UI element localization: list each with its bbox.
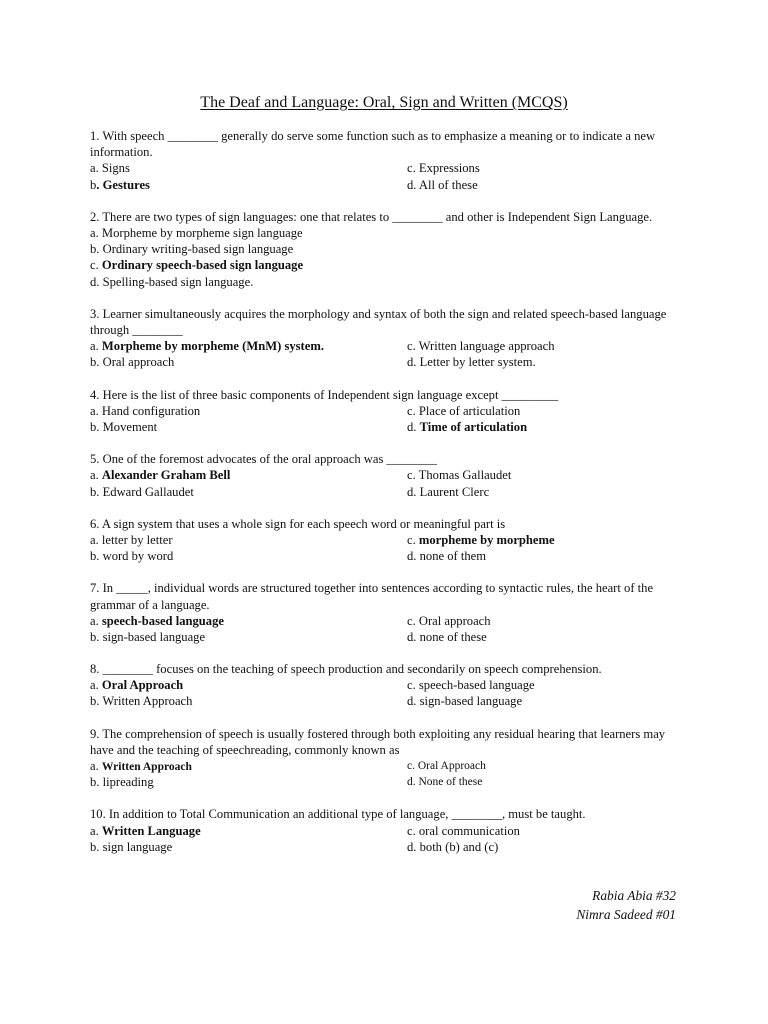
question-9	[90, 726, 690, 791]
option-prefix: a.	[90, 678, 102, 693]
option-prefix: b	[90, 177, 97, 192]
option-b: b. Written Approach	[90, 694, 193, 709]
option-a-answer: Oral Approach	[101, 678, 184, 693]
option-a	[90, 758, 407, 775]
question-text: 5. One of the foremost advocates of the oral approach was ________	[90, 452, 437, 467]
options	[90, 338, 690, 370]
option-prefix: a.	[90, 339, 102, 354]
option-d: d. All of these	[407, 177, 478, 192]
option-c: c. speech-based language	[407, 678, 535, 693]
question-text: 2. There are two types of sign languages: one that relates to ________ and other is Independent Sign Language.	[90, 209, 653, 224]
question-text: 8. ________ focuses on the teaching of speech production and secondarily on speech comprehension.	[90, 662, 602, 677]
option-a	[90, 823, 407, 839]
option-b: b. Movement	[90, 419, 158, 434]
options	[90, 677, 690, 709]
options	[90, 613, 690, 645]
option-d: d. Spelling-based sign language.	[90, 274, 254, 289]
option-a	[90, 677, 407, 693]
option-d: d. both (b) and (c)	[407, 839, 499, 854]
question-1	[90, 128, 690, 193]
option-a	[90, 613, 407, 629]
option-a: a. Hand configuration	[90, 403, 201, 418]
question-text: 7. In _____, individual words are structured together into sentences according to syntactic rules, the heart of the grammar of a language.	[90, 581, 654, 612]
options	[90, 403, 690, 435]
option-a-answer: Written Language	[101, 823, 201, 838]
option-c: c. Written language approach	[407, 339, 555, 354]
option-b: b. Ordinary writing-based sign language	[90, 242, 294, 257]
options	[90, 758, 690, 790]
option-b: b. Edward Gallaudet	[90, 484, 194, 499]
options	[90, 532, 690, 564]
option-b: b. sign-based language	[90, 629, 206, 644]
option-c-answer: morpheme by morpheme	[418, 532, 555, 547]
question-text: 10. In addition to Total Communication an additional type of language, ________, must be taught.	[90, 807, 586, 822]
option-a-answer: Written Approach	[101, 761, 192, 774]
question-7	[90, 580, 690, 645]
option-b: b. word by word	[90, 549, 174, 564]
option-c: c. Oral approach	[407, 613, 491, 628]
option-d: d. Laurent Clerc	[407, 484, 490, 499]
author-signature-2: Nimra Sadeed #01	[576, 907, 676, 922]
option-d: d. none of these	[407, 629, 487, 644]
option-a: a. Morpheme by morpheme sign language	[90, 225, 303, 240]
option-d: d. None of these	[407, 776, 483, 789]
page-title: The Deaf and Language: Oral, Sign and Written (MCQS)	[200, 94, 568, 111]
question-text: 1. With speech ________ generally do serve some function such as to emphasize a meaning or to indicate a new information.	[90, 129, 656, 160]
question-list	[90, 128, 690, 871]
option-d	[407, 419, 690, 435]
option-a-answer: speech-based language	[101, 613, 224, 628]
option-a: a. Signs	[90, 161, 130, 176]
option-a-answer: Morpheme by morpheme (MnM) system.	[101, 339, 324, 354]
question-text: 4. Here is the list of three basic components of Independent sign language except _________	[90, 387, 559, 402]
option-d: d. sign-based language	[407, 694, 523, 709]
option-c: c. Thomas Gallaudet	[407, 468, 512, 483]
option-b: b. lipreading	[90, 775, 154, 790]
option-prefix: c.	[90, 258, 102, 273]
option-d-answer: Time of articulation	[419, 419, 528, 434]
option-prefix: a.	[90, 759, 102, 774]
option-prefix: a.	[90, 823, 102, 838]
option-a-answer: Alexander Graham Bell	[101, 468, 231, 483]
options	[90, 160, 690, 192]
options	[90, 467, 690, 499]
option-prefix: a.	[90, 613, 102, 628]
question-text: 3. Learner simultaneously acquires the morphology and syntax of both the sign and related speech-based language through ________	[90, 306, 667, 337]
option-c	[90, 257, 690, 273]
option-d: d. Letter by letter system.	[407, 355, 536, 370]
option-c-answer: Ordinary speech-based sign language	[101, 258, 304, 273]
question-text: 9. The comprehension of speech is usually fostered through both exploiting any residual hearing that learners may have and the teaching of speechreading, commonly known as	[90, 726, 666, 757]
author-signature-1: Rabia Abia #32	[592, 888, 676, 903]
options	[90, 823, 690, 855]
option-c: c. oral communication	[407, 823, 520, 838]
question-5	[90, 451, 690, 500]
option-c: c. Place of articulation	[407, 403, 521, 418]
option-prefix: c.	[407, 532, 419, 547]
option-a	[90, 338, 407, 354]
question-2	[90, 209, 690, 290]
option-a	[90, 467, 407, 483]
option-c	[407, 532, 690, 548]
question-6	[90, 516, 690, 565]
option-a: a. letter by letter	[90, 532, 173, 547]
option-prefix: a.	[90, 468, 102, 483]
option-b	[90, 177, 407, 193]
option-prefix: d.	[407, 419, 420, 434]
option-b: b. Oral approach	[90, 355, 175, 370]
question-4	[90, 387, 690, 436]
option-d: d. none of them	[407, 549, 487, 564]
option-c: c. Oral Approach	[407, 760, 486, 773]
question-3	[90, 306, 690, 371]
question-8	[90, 661, 690, 710]
question-text: 6. A sign system that uses a whole sign for each speech word or meaningful part is	[90, 516, 506, 531]
option-b-answer: . Gestures	[96, 177, 150, 192]
option-c: c. Expressions	[407, 161, 480, 176]
option-b: b. sign language	[90, 839, 173, 854]
question-10	[90, 806, 690, 855]
